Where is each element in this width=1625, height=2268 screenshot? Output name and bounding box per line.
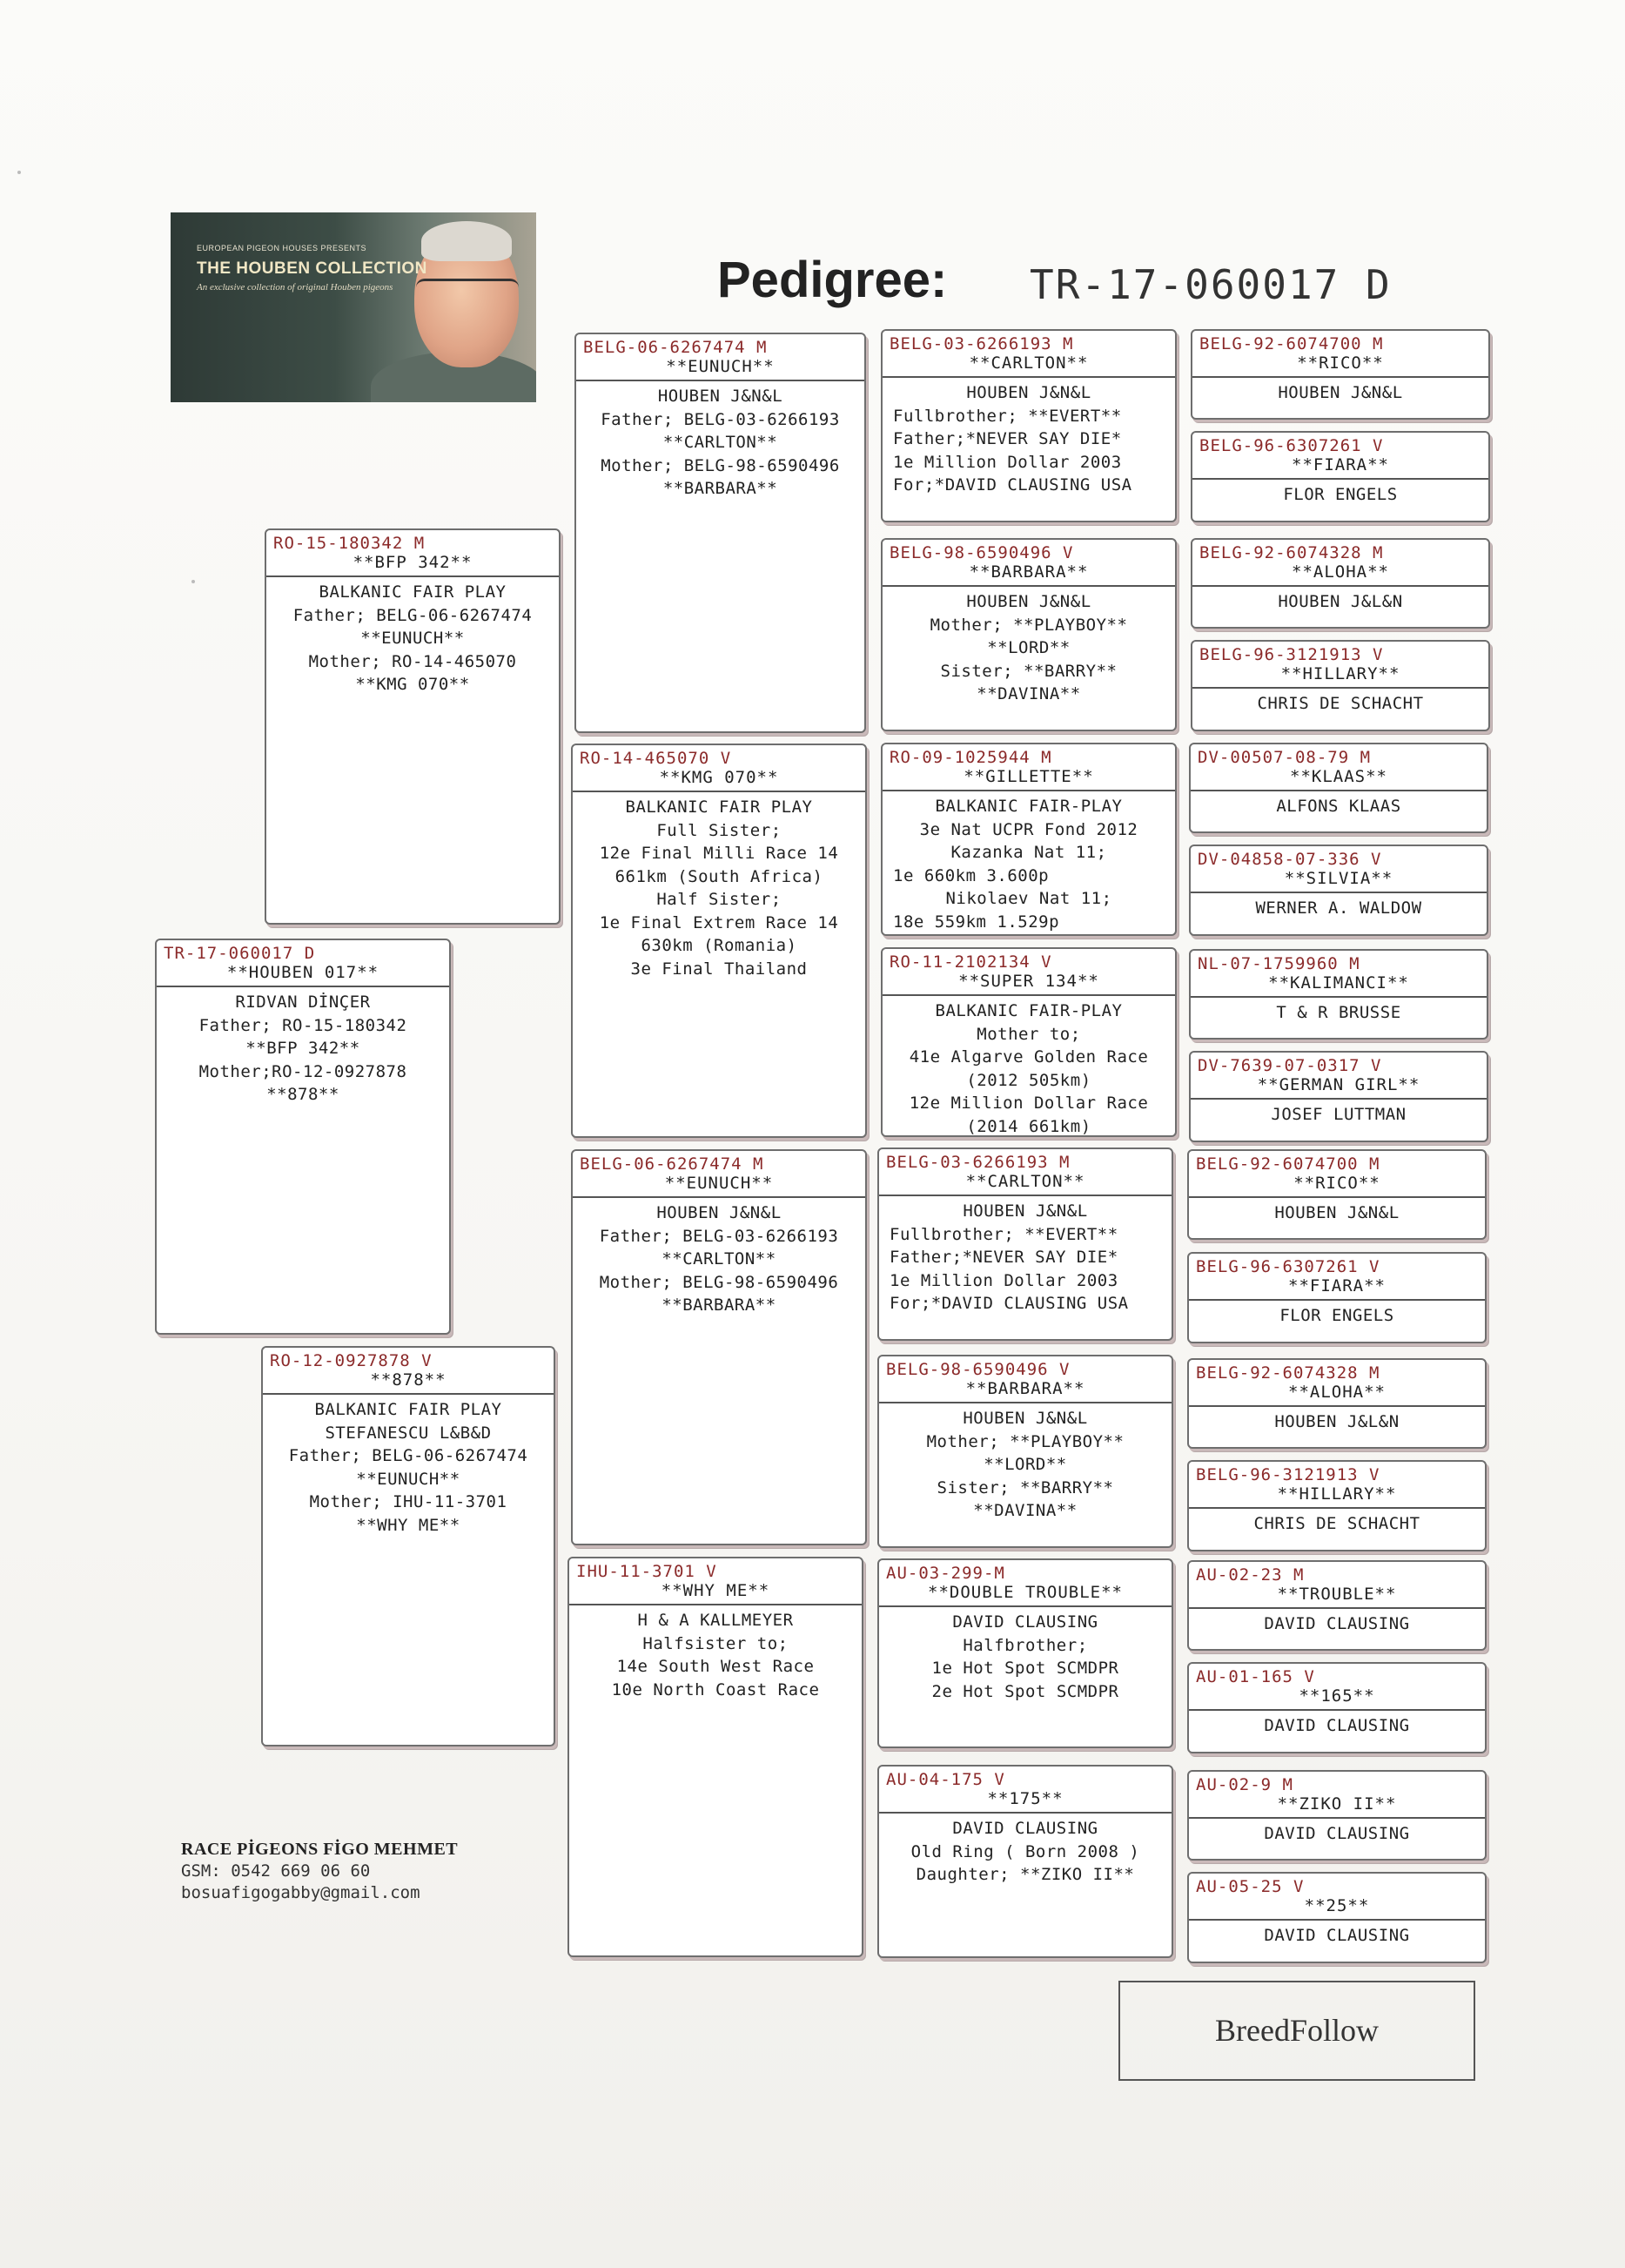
detail-line: Mother; **PLAYBOY** [930,615,1128,635]
ring-number: BELG-96-6307261 V [1196,1257,1380,1276]
pigeon-name: **KALIMANCI** [1191,973,1487,998]
ring-number: AU-04-175 V [886,1770,1005,1789]
pigeon-name: **165** [1189,1686,1485,1711]
ring-number: DV-04858-07-336 V [1198,850,1382,869]
detail-line: **DAVINA** [973,1501,1078,1520]
ring-number: NL-07-1759960 M [1198,954,1360,973]
pedigree-card-g2 [1191,431,1490,522]
detail-line: BALKANIC FAIR PLAY [319,582,507,602]
detail-line: 3e Final Thailand [630,959,808,979]
pigeon-details [883,996,1175,1137]
detail-line: 3e Nat UCPR Fond 2012 [919,819,1138,839]
pedigree-card-fmf [881,743,1177,936]
pigeon-details [157,987,449,1107]
subject-ring-title: TR-17-060017 D [1030,261,1392,308]
pigeon-name: **BFP 342** [266,553,559,577]
detail-line: **CARLTON** [661,1249,776,1269]
pigeon-name: **CARLTON** [879,1172,1172,1196]
ring-number: BELG-03-6266193 M [890,334,1074,353]
ring-number: BELG-92-6074328 M [1199,543,1384,562]
pigeon-details [1189,1509,1485,1536]
ring-number: AU-02-9 M [1196,1775,1293,1794]
pigeon-name: **ALOHA** [1189,1383,1485,1407]
ring-number: RO-12-0927878 V [270,1351,433,1370]
detail-line: DAVID CLAUSING [1264,1716,1410,1735]
ring-number: IHU-11-3701 V [576,1562,717,1581]
ring-number: TR-17-060017 D [164,944,316,963]
detail-line: 41e Algarve Golden Race [909,1047,1149,1067]
ring-number: RO-14-465070 V [580,749,732,768]
pigeon-name: **ZIKO II** [1189,1794,1485,1819]
pigeon-details [883,378,1175,497]
detail-line: Father; BELG-06-6267474 [292,605,533,625]
pigeon-name: **878** [263,1370,554,1395]
pedigree-card-g16 [1187,1872,1487,1963]
detail-line: HOUBEN J&L&N [1274,1412,1400,1431]
detail-line: Full Sister; [656,820,782,840]
detail-line: Father; RO-15-180342 [198,1015,407,1035]
banner-portrait-glasses [416,279,519,300]
pedigree-card-mff [877,1147,1173,1341]
detail-line: Father;*NEVER SAY DIE* [893,429,1122,448]
detail-line: FLOR ENGELS [1283,485,1398,504]
pigeon-details [1191,1100,1487,1127]
detail-line: **EUNUCH** [360,629,465,648]
pigeon-details [263,1395,554,1537]
detail-line: HOUBEN J&N&L [963,1409,1088,1428]
detail-line: Sister; **BARRY** [937,1477,1114,1497]
ring-number: DV-00507-08-79 M [1198,748,1372,767]
detail-line: Mother; **PLAYBOY** [926,1431,1125,1451]
detail-line: DAVID CLAUSING [952,1819,1098,1838]
pigeon-name: **SILVIA** [1191,869,1487,893]
pedigree-card-g13 [1187,1560,1487,1651]
detail-line: Half Sister; [656,890,782,909]
detail-line: 12e Million Dollar Race [909,1094,1149,1113]
breeder-name: RACE PİGEONS FİGO MEHMET [181,1840,459,1859]
detail-line: HOUBEN J&N&L [966,383,1091,402]
pigeon-details [1189,1198,1485,1225]
detail-line: Father;*NEVER SAY DIE* [890,1248,1118,1267]
pigeon-name: **GERMAN GIRL** [1191,1075,1487,1100]
pedigree-card-g6 [1189,845,1488,936]
pigeon-details [883,791,1175,933]
pedigree-card-g7 [1189,949,1488,1040]
pigeon-details [879,1607,1172,1703]
ring-number: BELG-98-6590496 V [890,543,1074,562]
detail-line: BALKANIC FAIR PLAY [625,798,813,817]
pigeon-name: **BARBARA** [879,1379,1172,1403]
detail-line: **KMG 070** [355,675,470,694]
pigeon-details [569,1605,862,1701]
detail-line: For;*DAVID CLAUSING USA [890,1294,1129,1313]
detail-line: HOUBEN J&N&L [966,592,1091,611]
detail-line: 661km (South Africa) [614,866,823,886]
detail-line: Nikolaev Nat 11; [945,889,1112,908]
pigeon-name: **CARLTON** [883,353,1175,378]
pedigree-card-subject [155,939,451,1335]
ring-number: BELG-96-3121913 V [1199,645,1384,664]
detail-line: Kazanka Nat 11; [950,843,1107,862]
pigeon-name: **175** [879,1789,1172,1814]
detail-line: HOUBEN J&L&N [1278,592,1403,611]
detail-line: STEFANESCU L&B&D [325,1423,492,1443]
pigeon-name: **KMG 070** [573,768,865,792]
pedigree-card-mmm [877,1765,1173,1958]
ring-number: BELG-96-3121913 V [1196,1465,1380,1484]
detail-line: **WHY ME** [356,1515,460,1535]
detail-line: Old Ring ( Born 2008 ) [910,1841,1140,1861]
detail-line: DAVID CLAUSING [1264,1614,1410,1633]
detail-line: RIDVAN DİNÇER [235,993,371,1012]
pigeon-name: **DOUBLE TROUBLE** [879,1583,1172,1607]
pigeon-name: **WHY ME** [569,1581,862,1605]
pigeon-name: **SUPER 134** [883,972,1175,996]
detail-line: Fullbrother; **EVERT** [893,406,1122,426]
detail-line: DAVID CLAUSING [1264,1926,1410,1945]
pigeon-details [573,792,865,980]
breeder-email: bosuafigogabby@gmail.com [181,1883,420,1902]
ring-number: BELG-06-6267474 M [583,338,768,357]
detail-line: H & A KALLMEYER [637,1611,794,1630]
ring-number: RO-15-180342 M [273,534,426,553]
pigeon-details [1189,1711,1485,1738]
pedigree-card-g11 [1187,1358,1487,1449]
ring-number: BELG-98-6590496 V [886,1360,1071,1379]
detail-line: **CARLTON** [662,433,778,452]
detail-line: BALKANIC FAIR-PLAY [935,1001,1123,1020]
banner-presenter: EUROPEAN PIGEON HOUSES PRESENTS [197,244,367,252]
detail-line: **878** [266,1085,339,1104]
detail-line: **BARBARA** [662,479,778,498]
detail-line: 12e Final Milli Race 14 [599,844,839,863]
detail-line: 18e 559km 1.529p [893,912,1060,932]
pigeon-name: **GILLETTE** [883,767,1175,791]
pedigree-card-g8 [1189,1051,1488,1142]
ring-number: AU-02-23 M [1196,1565,1305,1585]
pigeon-details [576,381,864,501]
breeder-phone: GSM: 0542 669 06 60 [181,1861,371,1881]
detail-line: 14e South West Race [616,1657,815,1676]
pedigree-card-g5 [1189,743,1488,833]
pigeon-name: **BARBARA** [883,562,1175,587]
detail-line: 1e Final Extrem Race 14 [599,912,839,932]
ring-number: AU-01-165 V [1196,1667,1315,1686]
detail-line: CHRIS DE SCHACHT [1257,694,1424,713]
detail-line: DAVID CLAUSING [952,1612,1098,1632]
pedigree-card-mfm [877,1355,1173,1548]
pedigree-card-g10 [1187,1252,1487,1343]
detail-line: Mother to; [977,1024,1081,1044]
detail-line: Mother; IHU-11-3701 [309,1492,507,1511]
ring-number: BELG-06-6267474 M [580,1154,764,1174]
detail-line: HOUBEN J&N&L [656,1203,782,1222]
pigeon-details [879,1814,1172,1887]
detail-line: 1e Million Dollar 2003 [893,452,1122,472]
ring-number: AU-05-25 V [1196,1877,1305,1896]
pigeon-name: **ALOHA** [1192,562,1488,587]
pigeon-name: **TROUBLE** [1189,1585,1485,1609]
detail-line: HOUBEN J&N&L [963,1201,1088,1221]
ring-number: RO-11-2102134 V [890,952,1052,972]
pedigree-card-mother-mother [567,1557,863,1957]
ring-number: AU-03-299-M [886,1564,1005,1583]
detail-line: Halfbrother; [963,1635,1088,1655]
pigeon-details [1192,480,1488,507]
pigeon-details [1191,893,1487,920]
pedigree-card-g1 [1191,329,1490,420]
banner-subtitle: An exclusive collection of original Houben pigeons [197,282,393,293]
detail-line: 1e Million Dollar 2003 [890,1270,1118,1290]
detail-line: For;*DAVID CLAUSING USA [893,475,1132,495]
detail-line: Father; BELG-06-6267474 [288,1446,528,1465]
detail-line: (2012 505km) [966,1070,1091,1090]
detail-line: 1e Hot Spot SCMDPR [931,1659,1119,1678]
paper-speck [191,580,195,583]
detail-line: HOUBEN J&N&L [1274,1203,1400,1222]
pedigree-card-fff [881,329,1177,522]
detail-line: Halfsister to; [642,1633,789,1653]
pigeon-details [1189,1819,1485,1846]
pigeon-name: **RICO** [1189,1174,1485,1198]
ring-number: BELG-03-6266193 M [886,1153,1071,1172]
detail-line: 630km (Romania) [641,936,797,955]
banner-collection-title: THE HOUBEN COLLECTION [197,259,427,278]
ring-number: BELG-92-6074700 M [1199,334,1384,353]
pigeon-details [266,577,559,697]
ring-number: DV-7639-07-0317 V [1198,1056,1382,1075]
detail-line: **BFP 342** [245,1039,360,1058]
pedigree-card-father-mother [571,744,867,1138]
pigeon-details [573,1198,865,1317]
pedigree-card-g3 [1191,538,1490,629]
pigeon-details [1189,1609,1485,1636]
detail-line: 2e Hot Spot SCMDPR [931,1681,1119,1701]
pigeon-name: **EUNUCH** [573,1174,865,1198]
pigeon-name: **EUNUCH** [576,357,864,381]
pigeon-details [1189,1921,1485,1948]
pedigree-card-mother-father [571,1149,867,1545]
detail-line: Mother; BELG-98-6590496 [601,455,840,475]
pigeon-name: **HILLARY** [1192,664,1488,689]
pedigree-card-father-father [574,333,866,733]
detail-line: **LORD** [987,638,1071,657]
pigeon-name: **FIARA** [1192,455,1488,480]
pedigree-card-g4 [1191,640,1490,731]
detail-line: DAVID CLAUSING [1264,1824,1410,1843]
detail-line: HOUBEN J&N&L [1278,383,1403,402]
detail-line: **DAVINA** [977,684,1081,703]
breeder-contact [181,1839,458,1904]
detail-line: WERNER A. WALDOW [1255,898,1422,918]
pedigree-card-mother [261,1346,555,1746]
pedigree-card-g15 [1187,1770,1487,1861]
detail-line: **BARBARA** [661,1296,776,1315]
pedigree-card-g9 [1187,1149,1487,1240]
detail-line: 1e 660km 3.600p [893,865,1050,885]
pedigree-card-mmf [877,1558,1173,1748]
pigeon-details [1191,791,1487,818]
detail-line: Fullbrother; **EVERT** [890,1224,1118,1244]
detail-line: **LORD** [984,1455,1067,1474]
pigeon-name: **KLAAS** [1191,767,1487,791]
pigeon-details [879,1196,1172,1316]
detail-line: 10e North Coast Race [611,1679,820,1699]
detail-line: Daughter; **ZIKO II** [916,1865,1135,1884]
ring-number: BELG-92-6074700 M [1196,1154,1380,1174]
detail-line: **EUNUCH** [356,1469,460,1489]
pedigree-card-father [265,528,561,925]
detail-line: (2014 661km) [966,1116,1091,1136]
pigeon-details [883,587,1175,706]
pigeon-details [1192,587,1488,614]
pigeon-details [1189,1407,1485,1434]
pigeon-name: **25** [1189,1896,1485,1921]
paper-speck [17,171,21,174]
detail-line: BALKANIC FAIR-PLAY [935,797,1123,816]
ring-number: RO-09-1025944 M [890,748,1052,767]
pedigree-card-fmm [881,947,1177,1137]
pigeon-details [879,1403,1172,1523]
detail-line: ALFONS KLAAS [1276,797,1401,816]
detail-line: Mother; RO-14-465070 [308,651,517,671]
detail-line: CHRIS DE SCHACHT [1253,1514,1420,1533]
breedfollow-stamp: BreedFollow [1118,1981,1475,2081]
detail-line: BALKANIC FAIR PLAY [314,1400,502,1419]
houben-collection-banner [171,212,536,402]
detail-line: JOSEF LUTTMAN [1271,1105,1407,1124]
pigeon-name: **HOUBEN 017** [157,963,449,987]
pigeon-details [1192,378,1488,405]
pigeon-name: **RICO** [1192,353,1488,378]
pigeon-details [1192,689,1488,716]
ring-number: BELG-96-6307261 V [1199,436,1384,455]
banner-portrait-hair [421,221,512,261]
detail-line: Mother; BELG-98-6590496 [599,1272,839,1292]
pedigree-card-g14 [1187,1662,1487,1753]
pedigree-card-g12 [1187,1460,1487,1551]
pigeon-name: **FIARA** [1189,1276,1485,1301]
pigeon-name: **HILLARY** [1189,1484,1485,1509]
detail-line: Father; BELG-03-6266193 [601,409,840,429]
detail-line: Mother;RO-12-0927878 [198,1061,407,1081]
detail-line: T & R BRUSSE [1276,1003,1401,1022]
pigeon-details [1191,998,1487,1025]
pigeon-details [1189,1301,1485,1328]
detail-line: FLOR ENGELS [1279,1306,1394,1325]
pedigree-card-ffm [881,538,1177,731]
ring-number: BELG-92-6074328 M [1196,1363,1380,1383]
detail-line: HOUBEN J&N&L [657,387,783,406]
detail-line: Sister; **BARRY** [940,661,1118,681]
page-title: Pedigree: [717,252,948,308]
detail-line: Father; BELG-03-6266193 [599,1226,839,1246]
